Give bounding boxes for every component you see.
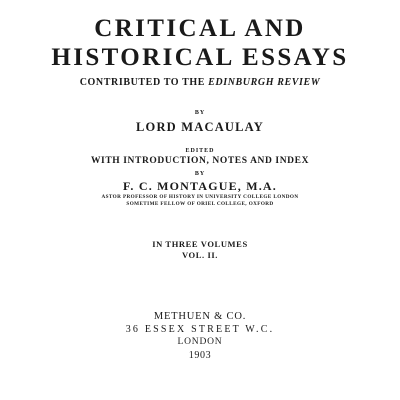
contributed-line xyxy=(0,78,400,88)
by-label-2: BY xyxy=(194,171,206,177)
book-title-line-2: HISTORICAL ESSAYS xyxy=(51,44,349,71)
publisher-name: METHUEN & CO. xyxy=(153,311,247,322)
publisher-city: LONDON xyxy=(177,337,223,347)
contributed-prefix: CONTRIBUTED TO THE xyxy=(79,77,206,88)
volume-count: IN THREE VOLUMES xyxy=(152,239,248,249)
edited-label: EDITED xyxy=(185,148,215,154)
edition-note: WITH INTRODUCTION, NOTES AND INDEX xyxy=(90,156,310,166)
author-name: LORD MACAULAY xyxy=(136,120,264,134)
publication-year: 1903 xyxy=(188,350,212,361)
editor-name: F. C. MONTAGUE, M.A. xyxy=(123,179,277,193)
volume-number: VOL. II. xyxy=(181,250,219,260)
editor-affiliation-1: ASTOR PROFESSOR OF HISTORY IN UNIVERSITY COLLEGE LONDON xyxy=(101,194,299,200)
journal-name: EDINBURGH REVIEW xyxy=(208,77,321,88)
editor-affiliation-2: SOMETIME FELLOW OF ORIEL COLLEGE, OXFORD xyxy=(126,201,274,207)
publisher-address: 36 ESSEX STREET W.C. xyxy=(125,324,275,335)
book-title-line-1: CRITICAL AND xyxy=(94,15,306,42)
by-label: BY xyxy=(194,110,206,116)
